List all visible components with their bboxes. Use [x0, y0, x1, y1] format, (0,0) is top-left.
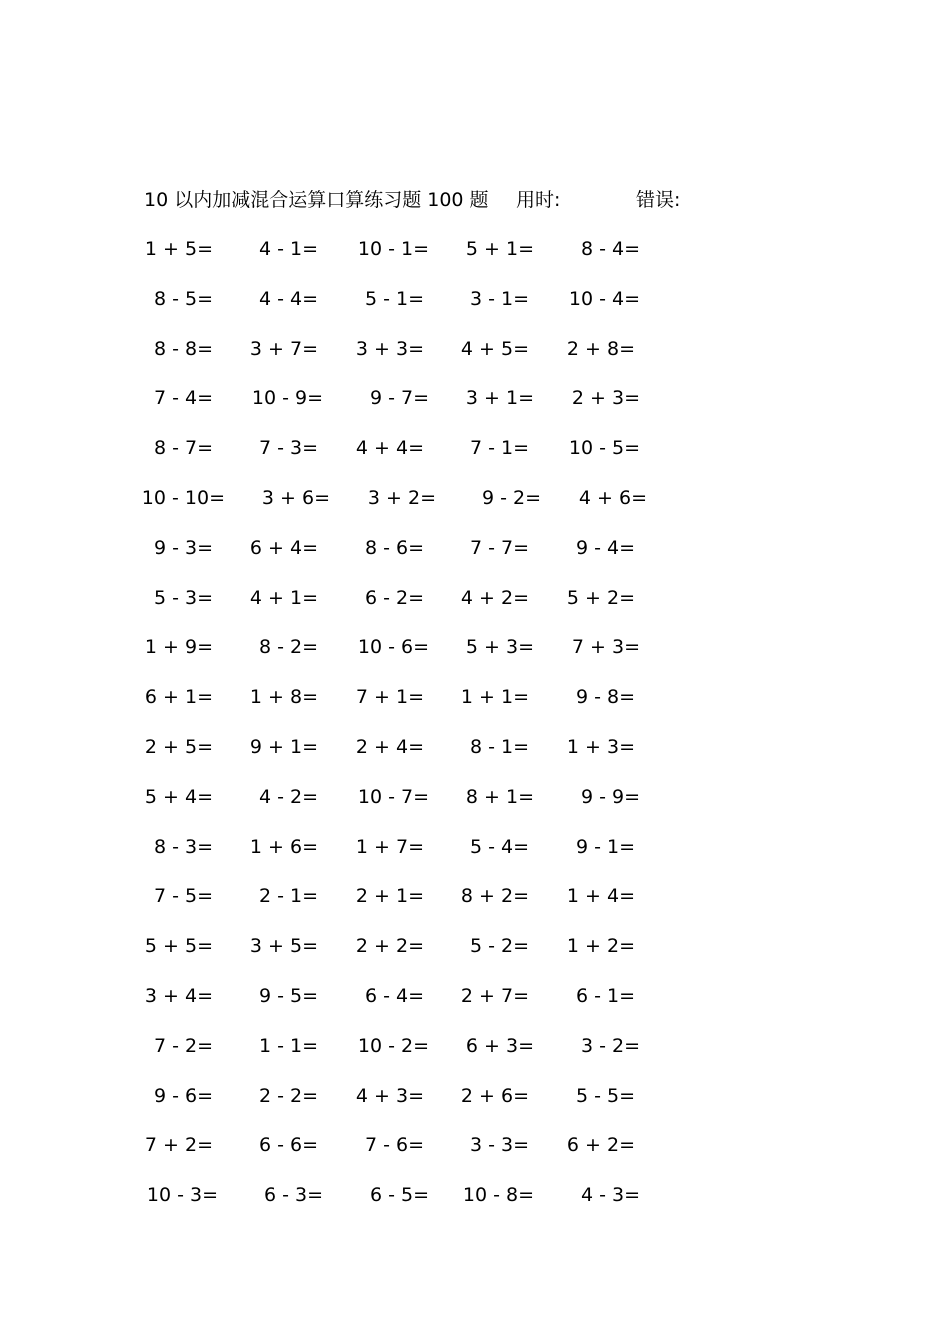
math-problem: 8 - 4=	[580, 238, 640, 260]
worksheet-header	[144, 186, 764, 214]
math-problem: 7 - 4=	[153, 387, 213, 410]
worksheet-title: 10 以内加减混合运算口算练习题 100 题	[144, 189, 489, 211]
math-problem: 1 + 4=	[566, 885, 635, 908]
math-problem: 9 - 3=	[153, 536, 213, 559]
problem-row	[0, 981, 950, 1011]
math-problem: 3 + 4=	[144, 985, 213, 1007]
math-problem: 10 - 2=	[357, 1034, 429, 1057]
math-problem: 8 - 7=	[153, 437, 213, 460]
math-problem: 6 + 2=	[566, 1134, 635, 1157]
problem-row	[0, 782, 950, 812]
math-problem: 4 - 4=	[258, 287, 318, 310]
math-problem: 5 + 5=	[144, 935, 213, 958]
math-problem: 6 - 2=	[364, 586, 424, 609]
problem-row	[0, 334, 950, 364]
math-problem: 9 - 7=	[369, 387, 429, 410]
math-problem: 7 - 2=	[153, 1034, 213, 1057]
math-problem: 1 + 2=	[566, 935, 635, 958]
math-problem: 4 + 3=	[355, 1084, 424, 1107]
math-problem: 2 + 7=	[460, 985, 529, 1007]
math-problem: 9 - 9=	[580, 785, 640, 808]
math-problem: 3 - 3=	[469, 1134, 529, 1157]
math-problem: 8 - 6=	[364, 536, 424, 559]
problem-row	[0, 682, 950, 712]
math-problem: 2 + 5=	[144, 736, 213, 758]
math-problem: 4 - 3=	[580, 1184, 640, 1207]
math-problem: 1 + 3=	[566, 736, 635, 758]
problem-row	[0, 632, 950, 662]
math-problem: 7 - 7=	[469, 536, 529, 559]
math-problem: 10 - 10=	[141, 487, 225, 509]
math-problem: 4 + 1=	[249, 586, 318, 609]
math-problem: 4 + 2=	[460, 586, 529, 609]
math-problem: 1 + 7=	[355, 835, 424, 858]
math-problem: 7 + 3=	[571, 636, 640, 659]
math-problem: 7 + 1=	[355, 686, 424, 709]
problem-row	[0, 732, 950, 762]
math-problem: 7 + 2=	[144, 1134, 213, 1157]
math-problem: 2 - 2=	[258, 1084, 318, 1107]
math-problem: 10 - 7=	[357, 785, 429, 808]
math-problem: 5 + 4=	[144, 785, 213, 808]
math-problem: 10 - 6=	[357, 636, 429, 659]
math-problem: 6 - 5=	[369, 1184, 429, 1207]
math-problem: 1 - 1=	[258, 1034, 318, 1057]
math-problem: 6 + 1=	[144, 686, 213, 709]
math-problem: 10 - 9=	[251, 387, 323, 410]
problem-row	[0, 234, 950, 264]
math-problem: 2 + 1=	[355, 885, 424, 908]
math-problem: 9 + 1=	[249, 736, 318, 758]
math-problem: 1 + 8=	[249, 686, 318, 709]
problem-row	[0, 881, 950, 911]
math-problem: 1 + 6=	[249, 835, 318, 858]
math-problem: 8 - 1=	[469, 736, 529, 758]
math-problem: 5 - 2=	[469, 935, 529, 958]
math-problem: 5 - 4=	[469, 835, 529, 858]
math-problem: 9 - 4=	[575, 536, 635, 559]
math-problem: 1 + 1=	[460, 686, 529, 709]
math-problem: 8 - 2=	[258, 636, 318, 659]
math-problem: 7 - 5=	[153, 885, 213, 908]
math-problem: 5 + 3=	[465, 636, 534, 659]
math-problem: 3 - 1=	[469, 287, 529, 310]
math-problem: 9 - 2=	[481, 487, 541, 509]
problem-row	[0, 1081, 950, 1111]
problem-row	[0, 583, 950, 613]
problem-row	[0, 1180, 950, 1210]
problem-row	[0, 284, 950, 314]
math-problem: 3 - 2=	[580, 1034, 640, 1057]
math-problem: 10 - 4=	[568, 287, 640, 310]
error-label: 错误:	[636, 189, 681, 211]
problem-row	[0, 383, 950, 413]
math-problem: 6 - 4=	[364, 985, 424, 1007]
math-problem: 10 - 1=	[357, 238, 429, 260]
problem-row	[0, 483, 950, 513]
math-problem: 4 - 2=	[258, 785, 318, 808]
math-problem: 10 - 3=	[146, 1184, 218, 1207]
math-problem: 2 + 8=	[566, 337, 635, 360]
math-problem: 10 - 5=	[568, 437, 640, 460]
math-problem: 5 - 3=	[153, 586, 213, 609]
problem-row	[0, 1031, 950, 1061]
math-problem: 3 + 6=	[261, 487, 330, 509]
math-problem: 2 + 3=	[571, 387, 640, 410]
math-problem: 6 + 3=	[465, 1034, 534, 1057]
math-problem: 3 + 1=	[465, 387, 534, 410]
math-problem: 4 + 6=	[578, 487, 647, 509]
math-problem: 1 + 9=	[144, 636, 213, 659]
math-problem: 5 - 1=	[364, 287, 424, 310]
math-problem: 8 + 2=	[460, 885, 529, 908]
math-problem: 3 + 5=	[249, 935, 318, 958]
math-problem: 3 + 3=	[355, 337, 424, 360]
math-problem: 4 + 4=	[355, 437, 424, 460]
math-problem: 2 + 2=	[355, 935, 424, 958]
math-problem: 8 + 1=	[465, 785, 534, 808]
math-problem: 6 + 4=	[249, 536, 318, 559]
math-problem: 2 + 6=	[460, 1084, 529, 1107]
math-problem: 4 + 5=	[460, 337, 529, 360]
math-problem: 3 + 2=	[367, 487, 436, 509]
math-problem: 1 + 5=	[144, 238, 213, 260]
math-problem: 5 - 5=	[575, 1084, 635, 1107]
math-problem: 6 - 1=	[575, 985, 635, 1007]
math-problem: 9 - 5=	[258, 985, 318, 1007]
math-problem: 6 - 6=	[258, 1134, 318, 1157]
math-problem: 9 - 1=	[575, 835, 635, 858]
math-problem: 2 - 1=	[258, 885, 318, 908]
math-problem: 8 - 8=	[153, 337, 213, 360]
problem-row	[0, 533, 950, 563]
math-problem: 7 - 1=	[469, 437, 529, 460]
math-problem: 4 - 1=	[258, 238, 318, 260]
math-problem: 5 + 2=	[566, 586, 635, 609]
problem-row	[0, 433, 950, 463]
math-problem: 8 - 5=	[153, 287, 213, 310]
math-problem: 9 - 6=	[153, 1084, 213, 1107]
time-label: 用时:	[516, 189, 561, 211]
math-problem: 3 + 7=	[249, 337, 318, 360]
math-problem: 2 + 4=	[355, 736, 424, 758]
math-problem: 6 - 3=	[263, 1184, 323, 1207]
math-problem: 7 - 6=	[364, 1134, 424, 1157]
problem-row	[0, 1130, 950, 1160]
math-problem: 8 - 3=	[153, 835, 213, 858]
math-problem: 10 - 8=	[462, 1184, 534, 1207]
problem-row	[0, 931, 950, 961]
math-problem: 5 + 1=	[465, 238, 534, 260]
problem-row	[0, 832, 950, 862]
math-problem: 9 - 8=	[575, 686, 635, 709]
math-problem: 7 - 3=	[258, 437, 318, 460]
